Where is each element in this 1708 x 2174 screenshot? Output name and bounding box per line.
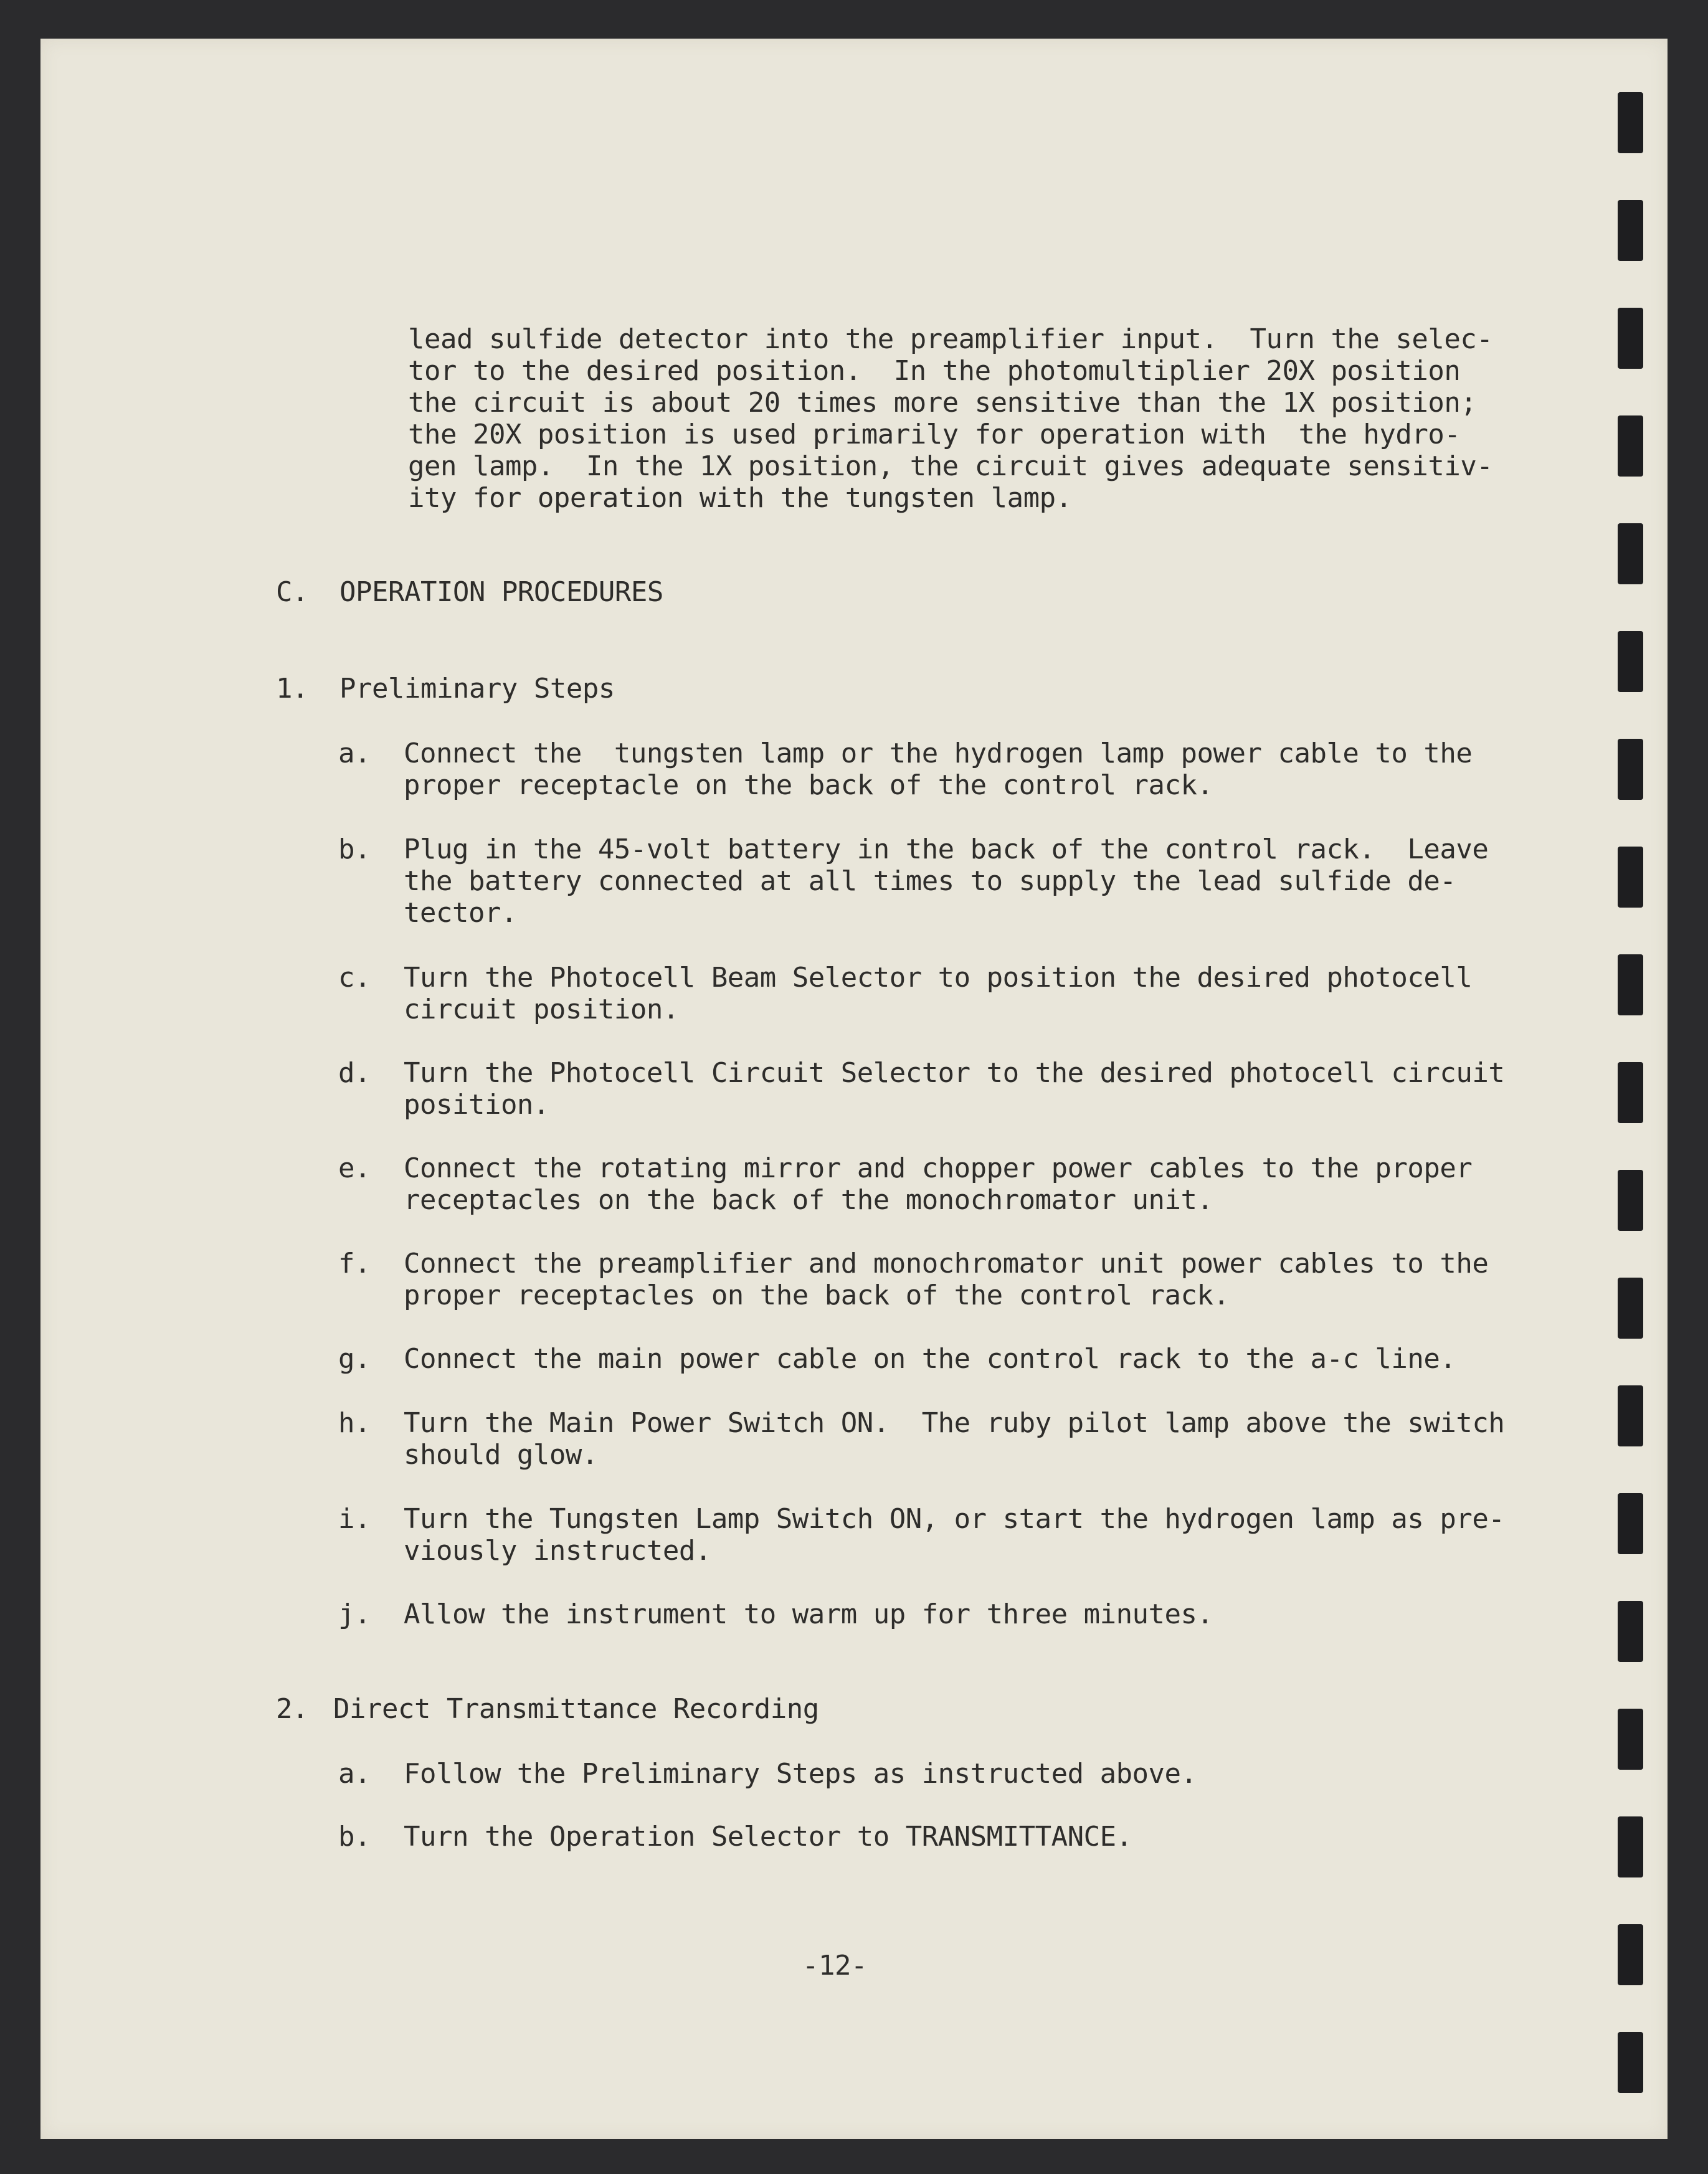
list-item-text: Turn the Main Power Switch ON. The ruby pilot lamp above the switch should glow. bbox=[404, 1407, 1505, 1471]
list-item-text: Turn the Photocell Circuit Selector to the desired photocell circuit position. bbox=[404, 1057, 1505, 1121]
list-item-marker: c. bbox=[338, 962, 371, 994]
list-item-text: Connect the tungsten lamp or the hydrogen lamp power cable to the proper receptacle on the back of the control rack. bbox=[404, 738, 1473, 801]
list-item-marker: f. bbox=[338, 1248, 371, 1279]
list-item-text: Connect the preamplifier and monochromator unit power cables to the proper receptacles on the back of the control rack. bbox=[404, 1248, 1489, 1311]
list-item-text: Turn the Tungsten Lamp Switch ON, or start the hydrogen lamp as pre- viously instructed. bbox=[404, 1503, 1505, 1567]
section-1-title: Preliminary Steps bbox=[339, 673, 615, 705]
list-item-marker: d. bbox=[338, 1057, 371, 1089]
list-item-text: Turn the Photocell Beam Selector to position the desired photocell circuit position. bbox=[404, 962, 1473, 1025]
section-2-marker: 2. bbox=[276, 1693, 308, 1725]
list-item-marker: j. bbox=[338, 1598, 371, 1630]
page-number: -12- bbox=[802, 1950, 867, 1982]
list-item-marker: e. bbox=[338, 1152, 371, 1184]
list-item-marker: g. bbox=[338, 1343, 371, 1375]
list-item-text: Follow the Preliminary Steps as instructed above. bbox=[404, 1758, 1197, 1790]
section-c-marker: C. bbox=[276, 576, 308, 608]
list-item-text: Allow the instrument to warm up for three minutes. bbox=[404, 1598, 1213, 1630]
section-1-marker: 1. bbox=[276, 673, 308, 705]
list-item-text: Plug in the 45-volt battery in the back of the control rack. Leave the battery connected at all times to supply the lead sulfide de- tector. bbox=[404, 833, 1489, 929]
list-item-marker: b. bbox=[338, 833, 371, 865]
list-item-marker: i. bbox=[338, 1503, 371, 1535]
intro-paragraph: lead sulfide detector into the preamplifier input. Turn the selec- tor to the desired position. In the photomultiplier 20X position the circuit is about 20 times more sensitive than the 1X position; the 20X position is used primarily for operation with the hydro- gen lamp. In the 1X position, the circuit gives adequate sensitiv- ity for operation with the tungsten lamp. bbox=[408, 323, 1493, 514]
list-item-marker: b. bbox=[338, 1821, 371, 1853]
list-item-marker: a. bbox=[338, 1758, 371, 1790]
list-item-marker: h. bbox=[338, 1407, 371, 1439]
section-2-title: Direct Transmittance Recording bbox=[333, 1693, 819, 1725]
section-c-title: OPERATION PROCEDURES bbox=[339, 576, 663, 608]
list-item-marker: a. bbox=[338, 738, 371, 769]
list-item-text: Turn the Operation Selector to TRANSMITTANCE. bbox=[404, 1821, 1132, 1853]
list-item-text: Connect the rotating mirror and chopper power cables to the proper receptacles on the back of the monochromator unit. bbox=[404, 1152, 1473, 1216]
list-item-text: Connect the main power cable on the control rack to the a-c line. bbox=[404, 1343, 1456, 1375]
